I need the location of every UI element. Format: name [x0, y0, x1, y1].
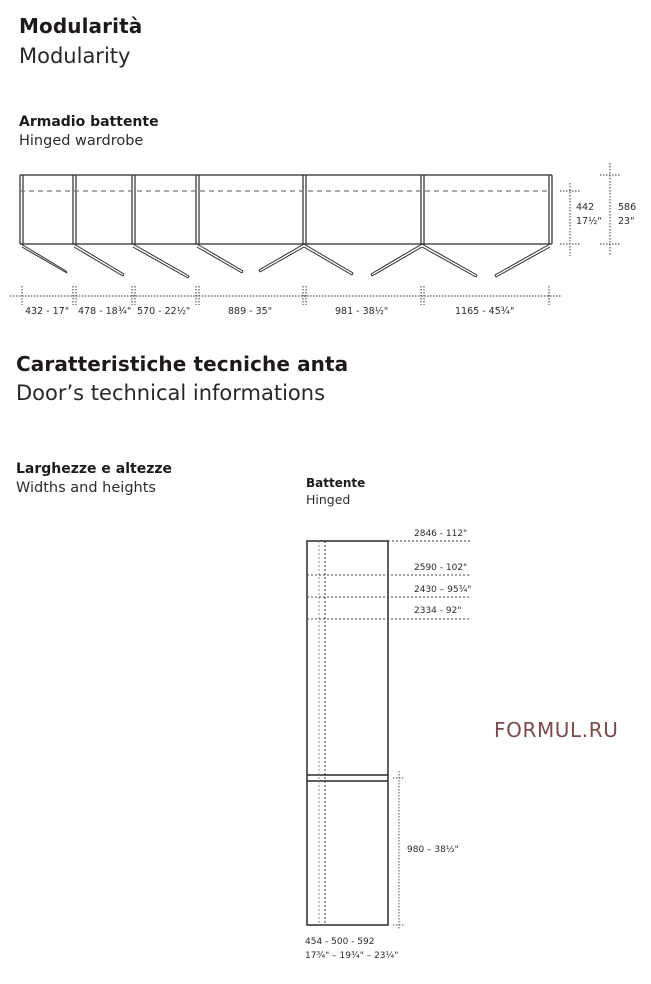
- modularity-title-en: Modularity: [19, 44, 131, 68]
- depth-1-mm: 442: [576, 202, 595, 213]
- watermark-text: FORMUL.RU: [494, 718, 619, 742]
- door-type-title-it: Battente: [306, 476, 366, 490]
- module-width-5: 981 - 38½": [335, 306, 389, 317]
- door-technical-title-it: Caratteristiche tecniche anta: [16, 352, 349, 376]
- hinged-wardrobe-title-en: Hinged wardrobe: [19, 133, 144, 149]
- hinged-wardrobe-title-it: Armadio battente: [19, 114, 159, 130]
- module-width-3: 570 - 22½": [137, 306, 191, 317]
- door-type-title-en: Hinged: [306, 492, 351, 507]
- depth-2-mm: 586: [618, 202, 637, 213]
- height-label-1: 2846 - 112": [414, 529, 468, 539]
- door-technical-title-en: Door’s technical informations: [16, 381, 326, 405]
- module-width-2: 478 - 18¾": [78, 306, 132, 317]
- widths-heights-title-en: Widths and heights: [16, 480, 156, 496]
- module-width-1: 432 - 17": [25, 306, 70, 317]
- door-widths-mm: 454 - 500 - 592: [305, 937, 375, 947]
- widths-heights-title-it: Larghezze e altezze: [16, 461, 173, 477]
- lower-height-label: 980 – 38½": [407, 845, 459, 855]
- depth-2-inch: 23": [618, 216, 635, 227]
- depth-1-inch: 17½": [576, 216, 602, 227]
- module-width-4: 889 - 35": [228, 306, 273, 317]
- height-label-2: 2590 - 102": [414, 563, 468, 573]
- door-widths-in: 17¾" – 19¾" – 23¼": [305, 951, 399, 961]
- module-width-6: 1165 - 45¾": [455, 306, 515, 317]
- height-label-3: 2430 – 95¾": [414, 585, 472, 595]
- height-label-4: 2334 - 92": [414, 606, 462, 616]
- modularity-title-it: Modularità: [19, 14, 143, 38]
- door-elevation-drawing: [307, 541, 470, 930]
